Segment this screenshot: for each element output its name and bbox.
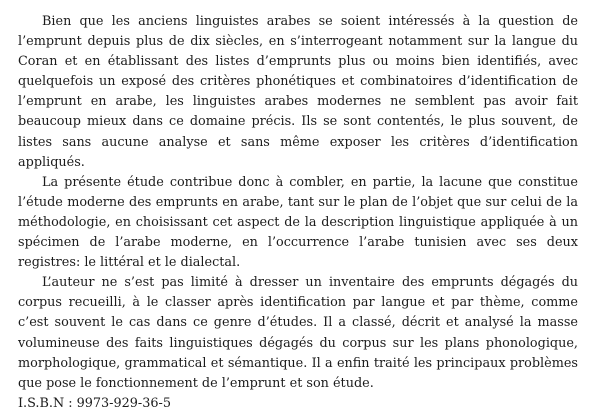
paragraph-1: Bien que les anciens linguistes arabes se soient intéressés à la question de l’emprunt depuis plus de dix siècles, en s’interrogeant notamment sur la langue du Coran et en établissant des listes d’emprunts plus ou moins bien identifiés, avec quelquefois un exposé des critères phonétiques et combinatoires d’identification de l’emprunt en arabe, les linguistes arabes modernes ne semblent pas avoir fait beaucoup mieux dans ce domaine précis. Ils se sont contentés, le plus souvent, de listes sans aucune analyse et sans même exposer les critères d’identification appliqués. bbox=[18, 14, 578, 170]
paragraph-3: L’auteur ne s’est pas limité à dresser un inventaire des emprunts dégagés du corpus recueilli, à le classer après identification par langue et par thème, comme c’est souvent le cas dans ce genre d’études. Il a classé, décrit et analysé la masse volumineuse des faits linguistiques dégagés du corpus sur les plans phonologique, morphologique, grammatical et sémantique. Il a enfin traité les principaux problèmes que pose le fonctionnement de l’emprunt et son étude. bbox=[18, 275, 578, 391]
isbn-line: I.S.B.N : 9973-929-36-5 bbox=[18, 395, 172, 411]
paragraph-2: La présente étude contribue donc à combler, en partie, la lacune que constitue l’étude moderne des emprunts en arabe, tant sur le plan de l’objet que sur celui de la méthodologie, en choisissant cet aspect de la description linguistique appliquée à un spécimen de l’arabe moderne, en l’occurrence l’arabe tunisien avec ses deux registres: le littéral et le dialectal. bbox=[18, 174, 578, 271]
back-cover-text bbox=[18, 12, 578, 414]
